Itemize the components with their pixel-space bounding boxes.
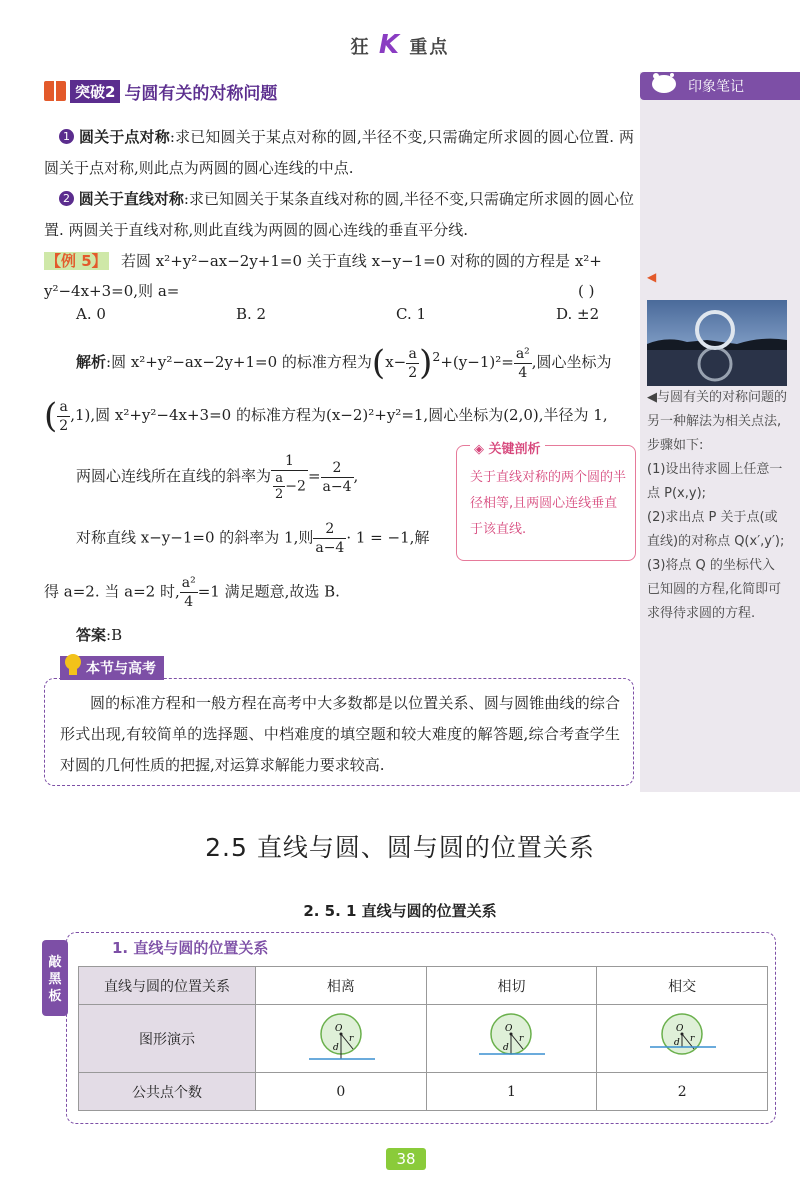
book-icon	[44, 81, 66, 101]
label-d: d	[674, 1037, 680, 1048]
solution-text: · 1 = −1,解	[346, 528, 430, 547]
table-cell: 0	[256, 1073, 427, 1111]
brand-pre: 狂	[350, 37, 371, 58]
page-number: 38	[386, 1148, 426, 1170]
option-a: A. 0	[76, 305, 106, 323]
table-row-label: 公共点个数	[79, 1073, 256, 1111]
numerator: a²	[181, 575, 196, 591]
math-text: x−	[385, 353, 407, 371]
relation-table	[78, 966, 768, 1111]
table-header: 相交	[597, 967, 768, 1005]
fraction-a2-over-4	[514, 345, 532, 382]
sidebar-note: ◀与圆有关的对称问题的另一种解法为相关点法,步骤如下:	[647, 390, 787, 453]
point-number: 1	[59, 129, 74, 144]
example-stem-line1: 若圆 x²+y²−ax−2y+1=0 关于直线 x−y−1=0 对称的圆的方程是 x²+	[120, 252, 602, 270]
subsection-title: 2. 5. 1 直线与圆的位置关系	[303, 902, 497, 920]
table-row	[79, 1005, 768, 1073]
sidebar-title: 印象笔记	[688, 79, 744, 95]
sidebar-arrow-icon: ◀	[647, 270, 657, 284]
figure-intersect	[597, 1005, 768, 1073]
table-cell: 2	[597, 1073, 768, 1111]
numerator: a	[406, 345, 419, 364]
label-d: d	[503, 1042, 510, 1053]
solution-text: ,1),圆 x²+y²−4x+3=0 的标准方程为(x−2)²+y²=1,圆心坐标为(2,0),半径为 1,	[70, 406, 608, 424]
section-title: 与圆有关的对称问题	[124, 83, 278, 104]
label-r: r	[690, 1033, 695, 1044]
point-1	[44, 122, 634, 184]
solution-text: =1 满足题意,故选 B.	[197, 582, 340, 601]
lightbulb-icon	[62, 652, 84, 678]
answer-label: 答案	[76, 626, 107, 644]
brand-post: 重点	[409, 37, 450, 58]
option-c: C. 1	[396, 305, 427, 323]
example-stem-2	[44, 276, 634, 307]
fraction-a2-over-4	[180, 574, 198, 611]
table-row-label: 图形演示	[79, 1005, 256, 1073]
figure-tangent	[426, 1005, 597, 1073]
ring-sculpture-photo	[647, 300, 787, 386]
elephant-icon	[646, 66, 682, 96]
chapter-title: 2.5 直线与圆、圆与圆的位置关系	[205, 833, 595, 862]
brand-header	[0, 30, 800, 60]
solution-line-4	[76, 520, 429, 557]
point-2	[44, 184, 634, 246]
denominator	[271, 471, 308, 502]
answer-line	[76, 624, 122, 645]
solution-text: +(y−1)²=	[440, 353, 514, 371]
side-tab	[42, 940, 68, 1016]
fraction-a-over-2	[406, 345, 419, 382]
table-header: 相切	[426, 967, 597, 1005]
example-stem-line2: y²−4x+3=0,则 a=	[44, 282, 180, 300]
denominator: 4	[518, 364, 528, 381]
denominator: a−4	[322, 478, 352, 495]
example-stem	[44, 246, 634, 277]
table-row	[79, 967, 768, 1005]
numerator: 2	[321, 459, 354, 478]
solution-text: 得 a=2. 当 a=2 时,	[44, 582, 180, 601]
fraction-a-over-2	[57, 398, 70, 435]
denominator: 2	[59, 417, 69, 434]
options	[76, 305, 616, 323]
figure-separate	[256, 1005, 427, 1073]
sidebar-step: (2)求出点 P 关于点(或直线)的对称点 Q(x′,y′);	[647, 510, 785, 549]
solution-line-2	[44, 396, 608, 436]
solution-line-1	[76, 343, 612, 383]
exponent: 2	[432, 349, 441, 364]
math-text: −2	[285, 478, 306, 495]
label-o: O	[334, 1023, 343, 1034]
option-d: D. ±2	[556, 305, 600, 323]
example-tag: 【例 5】	[46, 252, 107, 270]
keypoint-title: ◈ 关键剖析	[470, 438, 545, 457]
solution-text: :圆 x²+y²−ax−2y+1=0 的标准方程为	[106, 353, 372, 371]
table-header: 直线与圆的位置关系	[79, 967, 256, 1005]
brand-k: K	[378, 30, 402, 60]
table-cell: 1	[426, 1073, 597, 1111]
numerator: 2	[313, 520, 346, 539]
solution-line-5	[44, 574, 340, 611]
fraction-2-over-a-4	[321, 459, 354, 496]
numerator: a²	[515, 345, 530, 362]
option-b: B. 2	[236, 305, 267, 323]
point-text: :求已知圆关于某条直线对称的圆,半径不变,只需确定所求圆的圆心位置. 两圆关于直线对称,则此直线为两圆的圆心连线的垂直平分线.	[44, 190, 634, 239]
numerator: a	[57, 398, 70, 417]
denominator: 2	[275, 487, 284, 502]
circle-intersect-diagram	[642, 1007, 722, 1067]
side-tab-char: 敲	[48, 955, 62, 970]
table-row	[79, 1073, 768, 1111]
paren: (	[371, 343, 386, 383]
sidebar-text	[647, 386, 787, 626]
sidebar-step: (3)将点 Q 的坐标代入已知圆的方程,化简即可求得待求圆的方程.	[647, 558, 782, 621]
solution-line-3: 两圆心连线所在直线的斜率为 1 $\frac{a}{2}$ −2 = $\frac{2}{a-4}$ ,	[76, 453, 359, 502]
numerator: 1	[271, 452, 308, 471]
circle-tangent-diagram	[471, 1007, 551, 1067]
section-heading	[44, 80, 277, 102]
paren: )	[419, 343, 433, 383]
paren: (	[44, 396, 58, 436]
table-section-title: 1. 直线与圆的位置关系	[112, 939, 269, 957]
label-o: O	[505, 1023, 513, 1034]
side-tab-char: 板	[48, 989, 62, 1004]
point-label: 圆关于直线对称	[78, 190, 184, 208]
solution-text: ,圆心坐标为	[531, 353, 612, 371]
label-r: r	[348, 1033, 354, 1044]
label-d: d	[332, 1042, 339, 1053]
label-o: O	[676, 1023, 684, 1034]
solution-label: 解析	[76, 353, 107, 371]
point-number: 2	[59, 191, 74, 206]
keypoint-title-text: 关键剖析	[488, 442, 541, 457]
solution-text: 对称直线 x−y−1=0 的斜率为 1,则	[76, 528, 314, 547]
fraction-2-over-a-4	[313, 520, 346, 557]
circle-separate-diagram	[301, 1007, 381, 1067]
point-text: :求已知圆关于某点对称的圆,半径不变,只需确定所求圆的圆心位置. 两圆关于点对称,则此点为两圆的圆心连线的中点.	[44, 128, 634, 177]
numerator: a	[273, 471, 285, 487]
keypoint-text: 关于直线对称的两个圆的半径相等,且两圆心连线垂直于该直线.	[470, 470, 627, 537]
solution-text: 两圆心连线所在直线的斜率为	[76, 467, 272, 485]
answer-value: :B	[106, 626, 123, 644]
denominator: 2	[408, 364, 418, 381]
label-r: r	[519, 1033, 524, 1044]
side-tab-char: 黑	[48, 972, 62, 987]
sidebar-step: (1)设出待求圆上任意一点 P(x,y);	[647, 462, 783, 501]
table-header: 相离	[256, 967, 427, 1005]
fraction-slope	[271, 452, 308, 502]
answer-paren: ( )	[578, 282, 595, 300]
denominator: 4	[184, 594, 194, 610]
denominator: a−4	[315, 540, 345, 556]
gaokao-title: 本节与高考	[60, 656, 164, 680]
point-label: 圆关于点对称	[78, 128, 170, 146]
section-tag: 突破2	[70, 80, 120, 103]
gaokao-text: 圆的标准方程和一般方程在高考中大多数都是以位置关系、圆与圆锥曲线的综合形式出现,有较简单的选择题、中档难度的填空题和较大难度的解答题,综合考查学生对圆的几何性质的把握,对运算求解能力要求较高.	[60, 694, 620, 774]
